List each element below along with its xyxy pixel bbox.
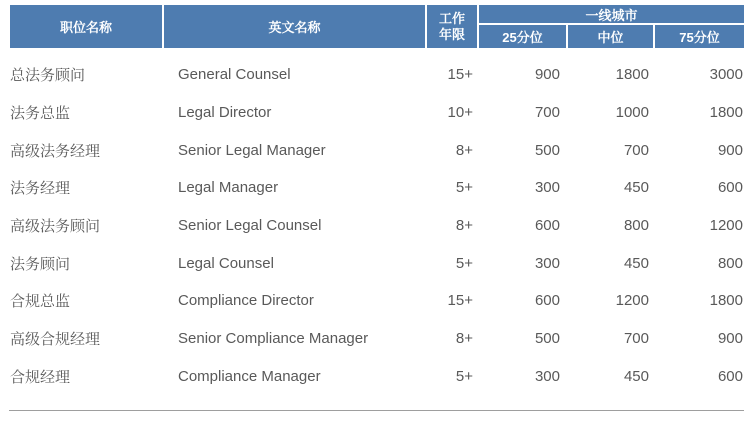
- header-work-years: [427, 5, 477, 48]
- cell-p25: 700: [534, 104, 560, 122]
- cell-years: 15+: [447, 66, 473, 84]
- cell-english-name: Senior Legal Manager: [178, 141, 326, 159]
- cell-position: 法务顾问: [10, 255, 71, 273]
- cell-years: 10+: [447, 104, 473, 122]
- cell-p25: 900: [534, 66, 560, 84]
- cell-p25: 600: [534, 217, 560, 235]
- cell-english-name: Legal Director: [178, 104, 272, 122]
- cell-position: 合规总监: [10, 293, 71, 311]
- cell-p75: 900: [717, 330, 743, 348]
- cell-position: 总法务顾问: [10, 67, 86, 85]
- cell-median: 450: [623, 254, 649, 272]
- header-city-group-label: 一线城市: [479, 5, 744, 23]
- cell-english-name: Legal Counsel: [178, 254, 274, 272]
- cell-median: 1800: [615, 66, 649, 84]
- cell-years: 5+: [455, 179, 473, 197]
- cell-english-name: General Counsel: [178, 66, 291, 84]
- cell-p25: 500: [534, 141, 560, 159]
- cell-english-name: Legal Manager: [178, 179, 279, 197]
- cell-english-name: Senior Legal Counsel: [178, 217, 322, 235]
- cell-p75: 1800: [709, 292, 743, 310]
- cell-years: 8+: [455, 217, 473, 235]
- cell-p25: 300: [534, 179, 560, 197]
- cell-english-name: Compliance Director: [178, 292, 314, 310]
- table-row: [10, 94, 744, 132]
- table-body: [10, 56, 744, 395]
- cell-p25: 300: [534, 254, 560, 272]
- cell-p75: 600: [717, 179, 743, 197]
- cell-years: 5+: [455, 367, 473, 385]
- cell-median: 1200: [615, 292, 649, 310]
- cell-median: 1000: [615, 104, 649, 122]
- cell-median: 450: [623, 367, 649, 385]
- table-row: [10, 207, 744, 245]
- cell-p25: 300: [534, 367, 560, 385]
- header-median: 中位: [568, 25, 653, 48]
- cell-english-name: Compliance Manager: [178, 367, 321, 385]
- header-p75: 75分位: [655, 25, 744, 48]
- cell-position: 合规经理: [10, 368, 71, 386]
- cell-years: 5+: [455, 254, 473, 272]
- table-bottom-rule: [9, 410, 744, 411]
- cell-median: 700: [623, 141, 649, 159]
- header-p25: 25分位: [479, 25, 566, 48]
- cell-position: 法务经理: [10, 180, 71, 198]
- cell-years: 8+: [455, 330, 473, 348]
- cell-median: 450: [623, 179, 649, 197]
- table-row: [10, 320, 744, 358]
- cell-position: 法务总监: [10, 105, 71, 123]
- cell-p75: 600: [717, 367, 743, 385]
- table-header: [10, 5, 744, 48]
- header-work-years-line2: 年限: [438, 26, 465, 42]
- table-row: [10, 244, 744, 282]
- cell-years: 8+: [455, 141, 473, 159]
- cell-p75: 1200: [709, 217, 743, 235]
- cell-position: 高级法务经理: [10, 142, 101, 160]
- cell-english-name: Senior Compliance Manager: [178, 330, 369, 348]
- cell-p25: 600: [534, 292, 560, 310]
- table-row: [10, 282, 744, 320]
- cell-position: 高级法务顾问: [10, 218, 101, 236]
- header-city-group: [479, 5, 744, 48]
- cell-median: 800: [623, 217, 649, 235]
- cell-years: 15+: [447, 292, 473, 310]
- cell-p75: 3000: [709, 66, 743, 84]
- cell-p75: 1800: [709, 104, 743, 122]
- cell-p75: 900: [717, 141, 743, 159]
- cell-position: 高级合规经理: [10, 331, 101, 349]
- table-row: [10, 169, 744, 207]
- header-city-subcolumns: [479, 25, 744, 48]
- table-row: [10, 358, 744, 396]
- cell-p25: 500: [534, 330, 560, 348]
- table-row: [10, 131, 744, 169]
- header-position: 职位名称: [10, 5, 162, 48]
- table-row: [10, 56, 744, 94]
- cell-median: 700: [623, 330, 649, 348]
- cell-p75: 800: [717, 254, 743, 272]
- header-english-name: 英文名称: [164, 5, 425, 48]
- header-work-years-line1: 工作: [438, 10, 465, 26]
